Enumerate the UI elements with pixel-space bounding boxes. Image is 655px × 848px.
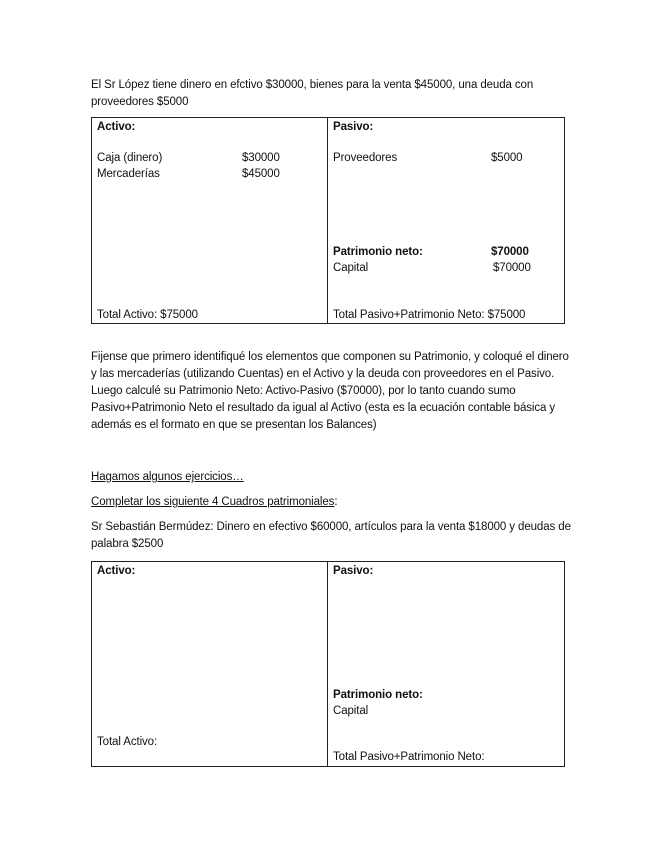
- activo-item-label: Caja (dinero): [97, 152, 163, 164]
- activo-item-value: $45000: [242, 168, 280, 180]
- total-pasivo-patrimonio: Total Pasivo+Patrimonio Neto:: [333, 751, 485, 763]
- patrimonio-neto-header: Patrimonio neto:: [333, 689, 423, 701]
- pasivo-item-label: Proveedores: [333, 152, 398, 164]
- total-pasivo-patrimonio: Total Pasivo+Patrimonio Neto: $75000: [333, 309, 526, 321]
- intro-paragraph: El Sr López tiene dinero en efctivo $30000, bienes para la venta $45000, una deuda con proveedores $5000: [91, 79, 534, 108]
- complete-heading: [91, 494, 571, 511]
- exercise-1-paragraph: Sr Sebastián Bermúdez: Dinero en efectivo $60000, artículos para la venta $18000 y deudas de palabra $2500: [91, 521, 571, 550]
- pasivo-header: Pasivo:: [333, 565, 374, 577]
- pasivo-item-value: $5000: [491, 152, 523, 164]
- table-divider: [327, 118, 328, 323]
- table-divider: [327, 562, 328, 766]
- patrimonio-neto-header: Patrimonio neto:: [333, 246, 423, 258]
- exercises-heading: Hagamos algunos ejercicios…: [91, 471, 244, 483]
- capital-label: Capital: [333, 262, 369, 274]
- pasivo-header: Pasivo:: [333, 121, 374, 133]
- explanation-paragraph: Fijense que primero identifiqué los elementos que componen su Patrimonio, y coloqué el dinero y las mercaderías (utilizando Cuentas) en el Activo y la deuda con proveedores en el Pasivo. Luego calculé su Patrimonio Neto: Activo-Pasivo ($70000), por lo tanto cuando sumo Pasivo+Patrimonio Neto el resultado da igual al Activo (esta es la ecuación contable básica y además es el formato en que se presentan los Balances): [91, 351, 569, 431]
- patrimonio-neto-value: $70000: [491, 246, 529, 258]
- activo-header: Activo:: [97, 565, 136, 577]
- balance-table-lopez: [91, 117, 565, 324]
- activo-header: Activo:: [97, 121, 136, 133]
- activo-item-value: $30000: [242, 152, 280, 164]
- total-activo: Total Activo:: [97, 736, 158, 748]
- balance-table-bermudez: [91, 561, 565, 767]
- capital-label: Capital: [333, 705, 369, 717]
- complete-heading-text: Completar los siguiente 4 Cuadros patrimoniales: [91, 496, 335, 508]
- activo-item-label: Mercaderías: [97, 168, 160, 180]
- capital-value: $70000: [493, 262, 531, 274]
- complete-heading-colon: :: [334, 496, 338, 508]
- total-activo: Total Activo: $75000: [97, 309, 198, 321]
